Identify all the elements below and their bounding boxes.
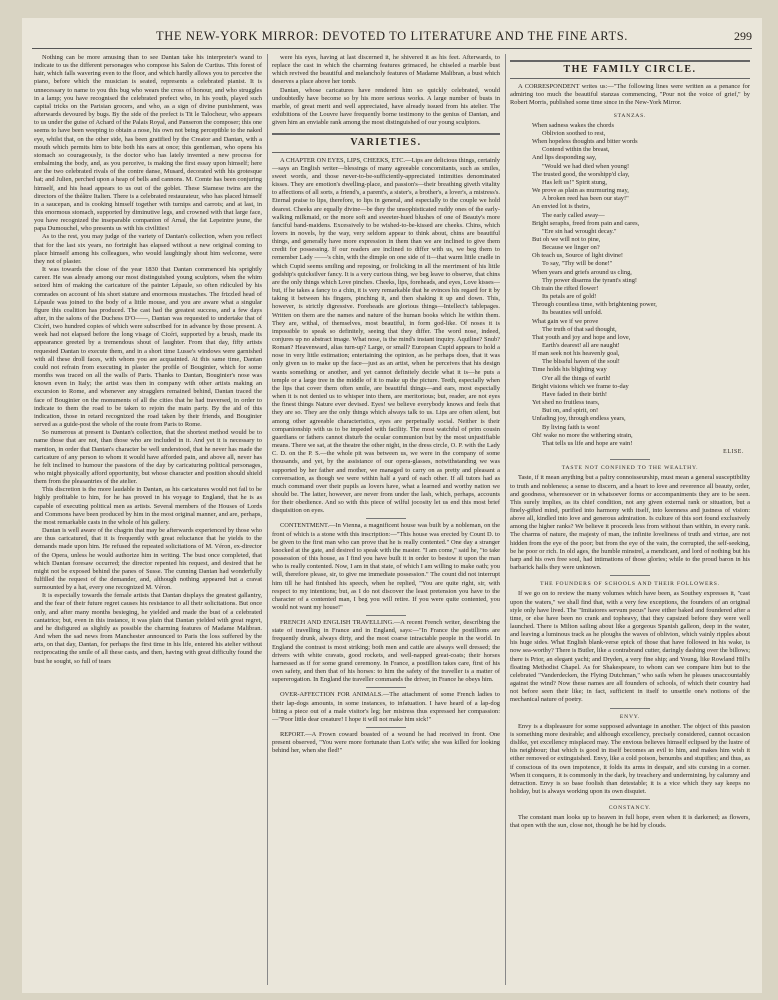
- poem: [510, 122, 750, 448]
- poem-line: Yet shed no fruitless tears,: [532, 399, 600, 407]
- poem-line: Oh train the rifted flower!: [532, 284, 599, 292]
- poem-line: A broken reed has been our stay!": [542, 195, 629, 203]
- poem-line: If man seek not his heavenly goal,: [532, 350, 620, 358]
- divider: [610, 799, 650, 800]
- column-3: [510, 54, 750, 985]
- divider: [366, 518, 406, 519]
- divider: [366, 687, 406, 688]
- poem-line: When years and griefs around us cling,: [532, 268, 632, 276]
- page-number: 299: [734, 29, 752, 43]
- column-2: [272, 54, 500, 985]
- poem-line: The truth of that sad thought,: [542, 325, 617, 333]
- poem-line: We prove as plain as murmuring may,: [532, 187, 629, 195]
- subsection-title: CONSTANCY.: [608, 805, 652, 812]
- subsection-title: THE FOUNDERS OF SCHOOLS AND THEIR FOLLOWERS.: [540, 581, 720, 588]
- article-paragraph: Envy is a displeasure for some supposed advantage in another. The object of this passion is something more desirable; and although excellency, precisely considered, cannot occasion dislike, yet excellency misplaced may. The envious believes himself eclipsed by the lustre of his neighbour; that which is good in itself becomes an evil to him, and makes him wish it either removed or extinguished. Envy, like a cold poison, benumbs and stupifies; and thus, as if conscious of its own impotence, it folds its arms in despair, and sits cursing in a corner. When it conquers, it is commonly in the dark, by treachery and undermining, by calumny and detraction. Envy is so base foolish than detestable; it is a vice which they say keeps no holiday, but is always working upon its own disquiet.: [510, 722, 750, 795]
- article-paragraph: So numerous at present is Dantan's collection, that the shortest method would be to name those that are not, than those who are included in it. And yet it is necessary to mention, in order that Dantan's character be well understood, that he never has made the caricature of any person to whom it would have afforded pain, and above all, never has he felt inclined to humour the passions of the day by caricaturing political personages, who might physically afford opportunity, but whose character and position should shield them from the pleasantries of the atelier.: [34, 429, 262, 486]
- poem-line: Oh teach us, Source of light divine!: [532, 252, 624, 260]
- poem-line: "Ere sin had wrought decay.": [542, 227, 617, 235]
- article-paragraph: Nothing can be more amusing than to see Dantan take his interpreter's wand to indicate to us the different personages who compose his Salon de Curtius. This forest of hair, which falls wavering even to the floor, and which hardly allows you to perceive the piano, before which the musician is seated, represents a celebrated pianist. It is unnecessary to name to you this bug who wears the cross of honour, and who struggles in a lamp; you have recognised the celebrated prefect who, in his youth, played such capital tricks on the Parisian grocers, and who, as a sign of divine punishment, was afterwards devoured by bugs. By the side of the prefect is Tit le Talocheur, who appears to us under the guise of Achard of the Palais Royal, and Panseron the composer; this one seems to have been weeping to obtain a nose, his own not being perceptible to the naked eye, whilst that, on the other side, has been gratified by the Creator and Dantan, with a mouth which permits him to bite both his ears at once; this gentleman, who opens his stomach so courageously, is the doctor who has lately invented a new process for embalming the body, and, as you perceive, is making the first essay upon himself; here are the two celebrated rivals of the contre danse, Musard, decorated with his grotesque hat; and Julien, perched upon a heap of bells and cannons. M. Comte has been conjuring himself, and his head appears to us out of the goblet. These Siamese twins are the directors of the théâtre Italien. There is a celebrated restaurateur, who has placed himself in a saucepan, and is cooking himself together with turnips and carrots; and at last, in this enormous stomach, supported by diminutive legs, and crowned with that large face, you have recognized the inseparable companion of Arnal, the fat Lepeintre jeune, the papa Dumouchel, who presents us with his civilities!: [34, 54, 262, 233]
- poem-line: An envied lot is theirs,: [532, 203, 591, 211]
- poem-title: STANZAS.: [613, 112, 647, 119]
- divider: [366, 727, 406, 728]
- poem-line: What gain we if we prove: [532, 317, 599, 325]
- article-paragraph: This discretion is the more laudable in Dantan, as his caricatures would not fail to be highly profitable to him, for he has proved in his voyage to England, that he is as capable of executing political men as artists. Several members of the Houses of Lords and Commons have been produced by him in the most original manner, and are, perhaps, the most remarkable casts in the whole of his gallery.: [34, 486, 262, 526]
- article-paragraph: REPORT.—A Frown coward boasted of a wound he had received in front. One present observed, "You were more fortunate than Lot's wife; she was killed for looking behind her, when she fled!": [272, 731, 500, 755]
- article-paragraph: were his eyes, having at last discerned it, he shivered it as his feet. Afterwards, to replace the cast in which the charming features grimaced, he chiseled a marble bust which revived the beautiful and melancholy features of Madame Malibran, a bust which deserves a place above her tomb.: [272, 54, 500, 86]
- poem-line: Contend within the breast,: [542, 146, 610, 154]
- poem-line: Oblivion soothed to rest,: [542, 129, 606, 137]
- newspaper-page: [22, 18, 762, 993]
- poem-line: Earth's dearest! all are naught!: [542, 342, 620, 349]
- divider: [610, 575, 650, 576]
- poem-line: Have faded in their birth!: [542, 390, 607, 398]
- column-1: [34, 54, 262, 985]
- masthead-title: THE NEW-YORK MIRROR: DEVOTED TO LITERATURE AND THE FINE ARTS.: [156, 29, 628, 43]
- article-paragraph: As to the rest, you may judge of the variety of Dantan's collection, when you reflect that for the last six years, no fortnight has elapsed without a new original coming to place himself among his colleagues, who would laughingly shout him welcome, were they not of plaster.: [34, 233, 262, 265]
- subsection-title: TASTE NOT CONFINED TO THE WEALTHY.: [561, 465, 699, 472]
- poem-line: The trusted good, the worshipp'd clay,: [532, 170, 630, 178]
- poem-line: The early called away—: [542, 211, 605, 219]
- poem-line: Thy power disarms the tyrant's sting!: [542, 276, 638, 284]
- poem-line: Has left us!" Spirit stung,: [542, 178, 607, 186]
- poem-line: To say, "Thy will be done!": [542, 260, 613, 268]
- poem-line: Oh! wake no more the withering strain,: [532, 431, 633, 439]
- poem-line: Because we linger on?: [542, 244, 600, 252]
- poem-line: By living faith is won!: [542, 423, 600, 431]
- poem-line: That youth and joy and hope and love,: [532, 333, 631, 341]
- poem-line: But on, and spirit, on!: [542, 407, 599, 415]
- poem-line: The blissful haven of the soul!: [542, 358, 620, 366]
- article-paragraph: CONTENTMENT.—In Vienna, a magnificent house was built by a nobleman, on the front of which is a stone with this inscription:—"This house was erected by Count D. to be given to the first man who can prove that he is really contented." One day a stranger knocked at the gate, and desired to speak with the master. "I am come," said he, "to take possession of this house, as I find you have built it in order to bestow it upon the man who is really contented. Now, I am in that state, of which I am willing to make oath; you will, therefore please, sir, to give me immediate possession." The count did not interrupt him till he had finished his speech, when he replied, "You are quite right, sir, with respect to my intentions; but, as I do not discover the least pretension you have to the character of a contented man, I beg you will retire. If you were quite contented, you would not want my house!": [272, 522, 500, 611]
- poem-line: When hopeless thoughts and bitter words: [532, 138, 638, 146]
- poem-line: Its beauties will unfold.: [542, 309, 603, 317]
- article-paragraph: Dantan is well aware of the chagrin that may be afterwards experienced by those who are thus caricatured, that it is frequently with great reluctance that he yields to the demands made upon him. He refused the repeated solicitations of M. Véron, ex-director of the Opera, unless he would authorize him in writing. The bust once completed, that which Dantan foresaw occurred; the director repented his request, and desired that he might not be exposed behind the panes of Susse. The cunning Dantan had wonderfully fulfilled the request of the demander, and, although nothing appeared but a cravat surmounted by a hat, every one recognized M. Véron.: [34, 527, 262, 592]
- poem-line: That tells us life and hope are vain!: [542, 439, 633, 447]
- poem-line: Its petals are of gold!: [542, 293, 597, 301]
- column-divider: [505, 54, 506, 985]
- article-paragraph: OVER-AFFECTION FOR ANIMALS.—The attachment of some French ladies to their lap-dogs amounts, in some instances, to infatuation. I have heard of a lap-dog biting a piece out of a male visitor's leg; her mistress thus expressed her compassion:—"Poor little dear creature! I hope it will not make him sick!": [272, 691, 500, 723]
- poem-line: But oh we will not to pine,: [532, 235, 601, 243]
- article-paragraph: Dantan, whose caricatures have rendered him so quickly celebrated, would undoubtedly have become so by his more serious works. A large number of busts in marble, of great merit and well appreciated, have already issued from his atelier. The exhibitions of the Louvre have frequently borne testimony to the genius of Dantan, and given him an enviable rank among the most distinguished of our young sculptors.: [272, 86, 500, 127]
- poem-line: Time holds his blighting way: [532, 366, 607, 374]
- divider: [610, 459, 650, 460]
- poem-line: O'er all the things of earth!: [542, 374, 611, 382]
- article-paragraph: The constant man looks up to heaven in full hope, even when it is darkened; as flowers, that open with the sun, close not, though he be hid by clouds.: [510, 814, 750, 830]
- poem-line: When sadness wakes the chords: [532, 121, 614, 129]
- poem-line: Through countless time, with brightening power,: [532, 301, 657, 309]
- subsection-title: ENVY.: [619, 713, 641, 720]
- intro-paragraph: A CORRESPONDENT writes us:—"The following lines were written as a penance for admiring too much the beautiful stanzas commencing, "Pour not the voice of grief," by Robert Morris, published some time since in the New-York Mirror.: [510, 83, 750, 107]
- poem-signature: ELISE.: [723, 449, 744, 456]
- divider: [610, 708, 650, 709]
- article-paragraph: If we go on to review the many volumes which have been, as Southey expresses it, "cast upon the waters," we shall find that, with a very few exceptions, the founders of an original style only have lived. The "Imitatores servum pecus" have either baked and foundered after a time, or else have been no crank and topheavy, that they capsized before they were well launched. There is Milton sailing about like a gorgeous Spanish galleon, deep in the water, and leaving a luminous track as he ploughs the waves of oblivion, which vainly ripples about his huge sides. What English blank-verse epick of those that have followed in his wake, is now sea-worthy? There is Butler, like a contrabrand cutter, daringly dashing over the billows; there is Prior, an elegant yacht; and Dryden, a very fine ship; and Young, like Rowland Hill's floating Methodist Chapel. As for Shakespeare, to whom can we compare him but to the celebrated "Vanderdecken, the Flying Dutchman," who sails when he pleases unaccountably against the wind? Now these names are all founders of schools, of which their country had not before seen their like; in fact, sufficient in itself to unsettle one's notions of the mechanical nature of poetry.: [510, 590, 750, 704]
- poem-line: And lips desponding say,: [532, 154, 597, 162]
- article-paragraph: It was towards the close of the year 1830 that Dantan commenced his sprightly career. He was already among our most distinguished young sculptors, when the whim seized him of making the caricature of the painter Lépaule, so often ridiculed by his comrades on account of his short stature and enormous mustaches. The frizzled head of Lépaule was joined to the body of a little mouse, and you are aware what a singular figure this coalition has produced. The cast had the greatest success, and a few days after, in the salons of the Duchess D'O——, Dantan was requested to undertake that of Cicéri, two hundred copies of which were subscribed for in advance by those present. A week had not elapsed before the long visage of Cicéri, supported by a brush, made its appearance greeted by a tremendous shout of laughter. From that day, fifty artists requested Dantan to execute them, and in a short time Lusse's windows were garnished with all these droll faces, with whom you are acquainted. At this same time, Dantan could not refrain from executing in plaster the profile of Bouginier, which for some months was traced on all the walls of Paris. Thanks to Dantan, Bouginier's nose was known even in Italy; the artist was then in company with other artists making an excursion to Rome, and whenever any stragglers remained behind, Dantan traced the face of Bouginier on the monuments of all the cities that he had traversed, in order to indicate to them the road to be taken to rejoin the main party. By the aid of this indication, those in retard recognized the road taken by their friends, and Bouginier served as a guide-post the whole of the route from Paris to Rome.: [34, 266, 262, 429]
- poem-line: Bright seraphs, freed from pain and cares,: [532, 219, 640, 227]
- section-title-varieties: VARIETIES.: [272, 133, 500, 152]
- article-paragraph: Taste, if it mean anything but a paltry connoisseurship, must mean a general susceptibility to truth and nobleness; a sense to discern, and a heart to love and reverence all beauty, order, and goodness, wheresoever or in whatsoever forms or accompaniments they are to be seen. This surely implies, as its chief condition, not any given external rank or situation, but a finely-gifted mind, purified into harmony with itself, into keenness and justness of vision: above all, kindled into love and generous admiration. Is culture of this sort found exclusively among the higher ranks? We believe it proceeds less from without than within, in every rank. The charms of nature, the majesty of man, the infinite loveliness of truth and virtue, are not hidden from the eye of the poor; but from the eye of the vain, the corrupted, the self-seeking, be he poor or rich. In old ages, the humble minstrel, a mendicant, and lord of nothing but his harp and his own free soul, had intimations of those glories; while to the proud baron in his barbarick halls they were unknown.: [510, 474, 750, 572]
- article-paragraph: A CHAPTER ON EYES, LIPS, CHEEKS, ETC.—Lips are delicious things, certainly—says an English writer—blessings of many agreeable concomitants, such as smiles, sweet words, and those never-to-be-sufficiently-appreciated intimities denominated kisses. They are emotion's dwelling-place, and passion's—their breathing giveth vitality to affections of all sorts, a friend's, a parent's, a sister's, a brother's, a lover's, a mistress's. Eternal praise to lips, therefore, to lips in general, and especially to the couple we hold dearest. Cheeks are equally divine—be they the unsophisticated ruddy ones of the early-walking milkmaid, or the more soft and sweeter-hued blushes of one of Beauty's more fanciful band-maidens. Excessively to be wished-to-be-kissed are cheeks. Chins, which lovers in novels, by the way, very seldom appear to think about, chins are beautiful things, and generally have more expression in them than we are inclined to give them credit for possessing. If our readers are inclined to differ with us, we beg them to remember Lady ——'s chin, with the dimple on one side of it—that warm little cradle in which Cupid seems smiling and reposing, or frolicking in all the merriment of his little godship's quicksilver fancy. It is a very curious thing, we beg leave to observe, that chins are the only things which Love pinches. Cheeks, lips, foreheads, and eyes, Love kisses—but, if he takes a fancy to a chin, it is very remarkable that he evinces his regard for it by taking it between his fingers, pinching it, and then shaking it up and down. This, however, is strictly digressive. Foreheads are glorious things—Intellect's tablepages. Written on them are the names and nature of the human books which lie within them. They are, withal, of themselves, most beautiful, in form god-like. Of noses it is impossible to speak so definitely, seeing that they differ. The word nose, indeed, conjures up no abstract image. What nose, is the mind's instant inquiry. Aquiline? Snub? Roman? Heavenward, alias turn-up? Large, or small? European Cupid appears to hold a nose in very little estimation; entertaining the opinion, as he perhaps does, that it was only given us to make up the face—just as an artist, when he perceives that his design wants something or another, and yet cannot definitely decide what it is—he puts a temple or a large tree in the middle of it to make up the picture. Teeth, especially when the lips that cover them often smile, are beautiful things—and ears, most especially when it is not denied us to whisper into them, are meritorious; but, reader, are not eyes the finest things Nature ever devised. Eyes! we believe everybody knows and feels that they are so. They are the only things which always talk to us. Lips are often silent, but among other agreeable characteristics, eyes are perpetually social. Neither is their companionship with us to be impeded with facility. The most watchful of prim cousin guardians or fathers cannot disturb the ocular communion but by the most unjustifiable means. There we sat, at the theatre the other night, in the dress circle, O. P. with the Lady C. D. on the P. S.—the whole pit was between us, we were in the company of some thousands, and yet, by the assistance of our opera-glasses, notwithstanding we was supported by her father and mother, we managed to carry on as pretty and pleasant a conversation, as though we were within half a yard of each other. If all tutors had as much command over their pupils as lovers have, what a learned and worthy nation we should be. The latter, however, are never from under the lash, which, perhaps, accounts for their obedience. And so with this piece of wilful jocosity let us end this most brief disquisition on eyes.: [272, 156, 500, 515]
- page-header: [32, 26, 752, 49]
- divider: [366, 615, 406, 616]
- poem-line: Unfading joy, through endless years,: [532, 415, 626, 423]
- section-title-family-circle: THE FAMILY CIRCLE.: [510, 60, 750, 79]
- article-paragraph: FRENCH AND ENGLISH TRAVELLING.—A recent French writer, describing the state of travelling in France and in England, says:—"In France the postillions are frequently drunk, always dirty, and the most coarse intractable people in the world. In England the contrast is most striking; both men and cattle are always well dressed; the drivers with white cravats, good rockets, and well-napped great-coats; their horses harnessed as if for some grand ceremony. In France, a postillion takes care, first of his own safety, and then that of his horses: to him the safety of the traveller is a matter of supererogation. In England the traveller commands the driver, in France he obeys him.: [272, 619, 500, 684]
- poem-line: Bright visions which we frame to-day: [532, 382, 629, 390]
- poem-line: "Would we had died when young!: [542, 162, 630, 170]
- article-paragraph: It is especially towards the female artists that Dantan displays the greatest gallantry, and the fear of their future regret causes his resistance to all their solicitations. But once only, and after many months besieging, he yielded and made the bust of a celebrated cantatrice; but, even in this instance, it was plain that Dantan yielded with great regret, and he disfigured as slightly as possible the charming features of Madame Malibran. And when the sad news from Manchester announced to Paris the loss suffered by the arts, on that day, Dantan, for perhaps the first time in his life, entered his atelier without reciprocating the smile of all these casts, and then, having with great difficulty found the bust he sought, so full of tears: [34, 592, 262, 665]
- column-divider: [267, 54, 268, 985]
